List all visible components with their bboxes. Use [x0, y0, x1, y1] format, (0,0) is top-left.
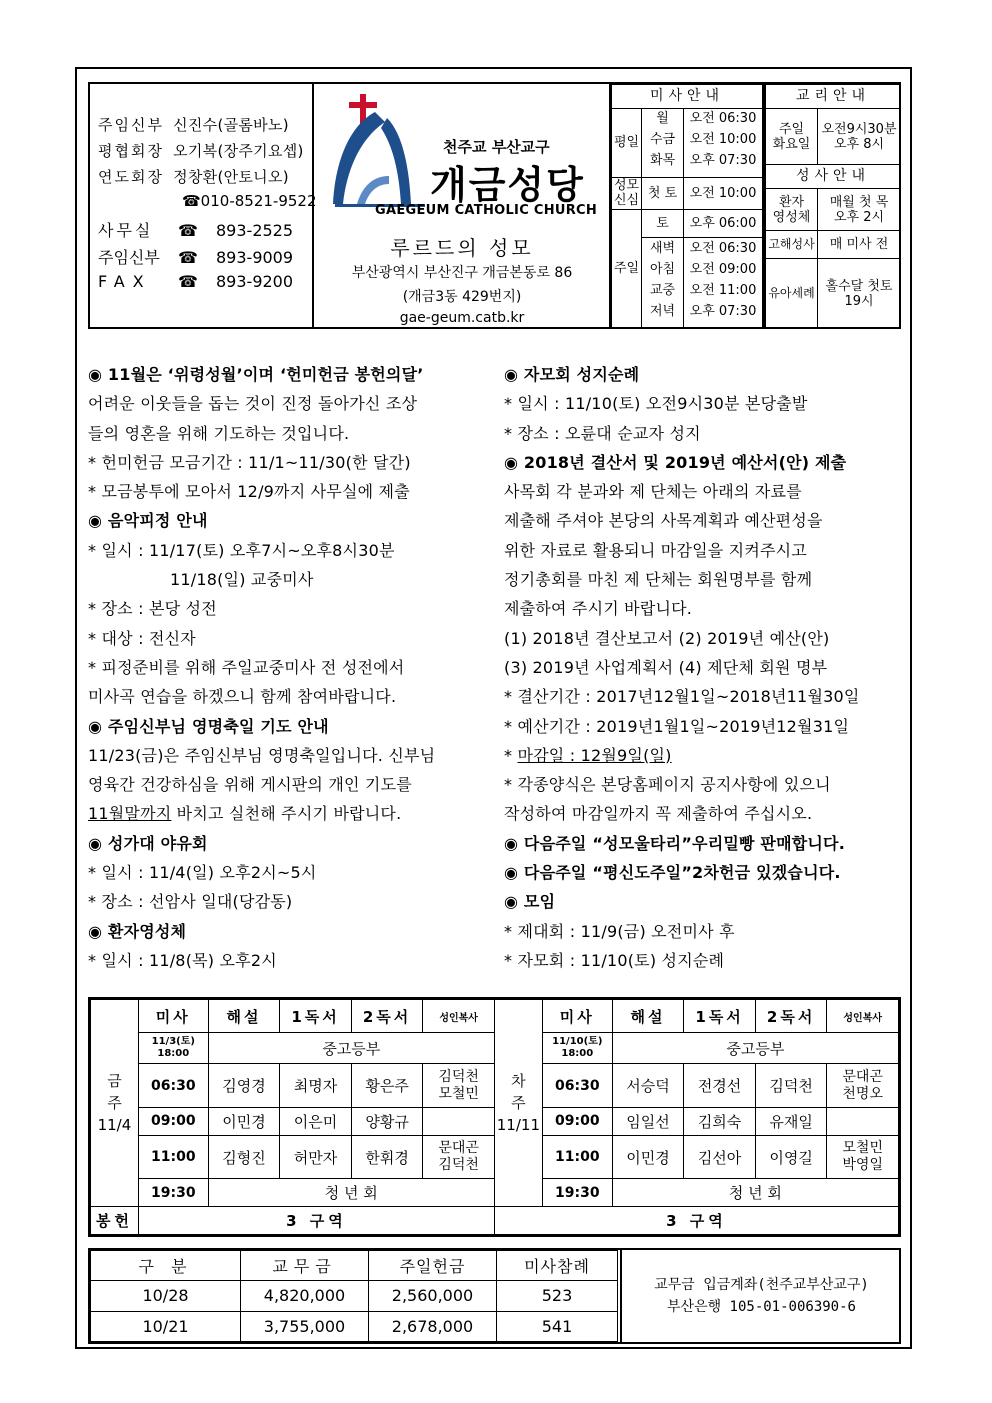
- altar-servers: 문대곤 김덕천: [423, 1135, 495, 1179]
- notice-line: 11/23(금)은 주임신부님 영명축일입니다. 신부님: [88, 745, 436, 765]
- catechism-sacrament-table: [765, 84, 901, 329]
- sacrament-communion-sick-time: 매월 첫 목 오후 2시: [818, 189, 901, 231]
- commentator: 임일선: [612, 1108, 684, 1136]
- sunday-times: 오전 06:30 오전 09:00 오전 11:00 오후 07:30: [684, 237, 763, 328]
- rota-header-server: 성인복사: [827, 1000, 899, 1033]
- notice-heading: ◉ 모임: [504, 892, 556, 912]
- mass-schedule-table: [611, 84, 763, 329]
- finance-attendance: 541: [497, 1311, 618, 1342]
- mass-time: 19:30: [542, 1179, 612, 1207]
- mobile-phone: ☎010-8521-9522: [182, 192, 317, 210]
- notice-line: * 결산기간 : 2017년12월1일~2018년11월30일: [504, 687, 860, 707]
- finance-header-tithe: 교무금: [241, 1251, 369, 1281]
- notice-heading: ◉ 자모회 성지순례: [504, 365, 640, 384]
- sunday-days: 새벽 아침 교중 저녁: [642, 237, 684, 328]
- notice-heading: ◉ 주임신부님 영명축일 기도 안내: [88, 716, 329, 736]
- sacrament-infant-baptism-time: 홀수달 첫토 19시: [818, 259, 901, 329]
- notice-line: * 장소 : 선암사 일대(당감동): [88, 892, 293, 912]
- commentator: 김형진: [208, 1135, 280, 1179]
- rota-header-mass: 미사: [542, 1000, 612, 1033]
- rota-header-server: 성인복사: [423, 1000, 495, 1033]
- notice-line: 정기총회를 마친 제 단체는 회원명부를 함께: [504, 570, 813, 590]
- altar-servers: 김덕천 모철민: [423, 1064, 495, 1108]
- table-row: [91, 1311, 618, 1342]
- reader-2: 이영길: [755, 1135, 827, 1179]
- notice-line: * 피정준비를 위해 주일교중미사 전 성전에서: [88, 657, 405, 677]
- liturgy-rota-table: [90, 999, 899, 1235]
- sacrament-confession: 고해성사: [766, 231, 818, 259]
- mass-time: 09:00: [542, 1108, 612, 1136]
- bulletin-header: [88, 82, 901, 329]
- notice-line: 11/18(일) 교중미사: [170, 570, 314, 590]
- notice-heading: ◉ 성가대 야유회: [88, 833, 208, 853]
- weekday-days: 월 수금 화목: [642, 109, 684, 178]
- altar-servers: 문대곤 천명오: [827, 1064, 899, 1108]
- reader-2: 유재일: [755, 1108, 827, 1136]
- notice-heading: ◉ 2018년 결산서 및 2019년 예산서(안) 제출: [504, 452, 847, 472]
- evening-group: 청 년 회: [612, 1179, 898, 1207]
- mass-time: 06:30: [542, 1064, 612, 1108]
- notice-line: * 일시 : 11/17(토) 오후7시~오후8시30분: [88, 540, 395, 560]
- diocese-name: 천주교 부산교구: [443, 138, 550, 156]
- reader-1: 허만자: [280, 1135, 352, 1179]
- notice-line: * 각종양식은 본당홈페이지 공지사항에 있으니: [504, 775, 831, 795]
- notice-line: * 일시 : 11/10(토) 오전9시30분 본당출발: [504, 394, 808, 414]
- altar-servers: 모철민 박영일: [827, 1135, 899, 1179]
- finance-table: [90, 1250, 618, 1342]
- devotion-label: 성모 신심: [612, 177, 642, 209]
- commentator: 이민경: [612, 1135, 684, 1179]
- notice-line: * 장소 : 본당 성전: [88, 599, 217, 619]
- notice-line: * 모금봉투에 모아서 12/9까지 사무실에 제출: [88, 482, 410, 502]
- account-title: 교무금 입금계좌(천주교부산교구): [654, 1277, 869, 1293]
- mass-time: 09:00: [138, 1108, 208, 1136]
- sacrament-infant-baptism: 유아세례: [766, 259, 818, 329]
- devotion-day: 첫 토: [642, 177, 684, 209]
- weekday-times: 오전 06:30 오전 10:00 오후 07:30: [684, 109, 763, 178]
- staff-pastor: 주임신부 신진수(골롬바노): [98, 116, 289, 134]
- church-logo-icon: [327, 92, 431, 210]
- mass-schedule-title: 미사안내: [612, 85, 763, 109]
- notice-heading: ◉ 환자영성체: [88, 921, 187, 941]
- saturday-group: 중고등부: [208, 1033, 494, 1064]
- notice-line: 위한 자료로 활용되니 마감일을 지켜주시고: [504, 540, 807, 560]
- reader-2: 한휘경: [351, 1135, 423, 1179]
- phone-icon: ☎: [178, 272, 198, 291]
- mass-time: 11:00: [138, 1135, 208, 1179]
- notices-right-column: [504, 360, 909, 975]
- commentator: 서승덕: [612, 1064, 684, 1108]
- notice-line: * 예산기간 : 2019년1월1일~2019년12월31일: [504, 716, 850, 736]
- catechism-days: 주일 화요일: [766, 109, 818, 165]
- this-week-label: 금 주 11/4: [91, 1000, 139, 1207]
- offering-label: 봉헌: [91, 1207, 139, 1235]
- finance-sunday: 2,678,000: [369, 1311, 497, 1342]
- catechism-times: 오전9시30분 오후 8시: [818, 109, 901, 165]
- notice-heading: ◉ 음악피정 안내: [88, 511, 208, 531]
- commentator: 이민경: [208, 1108, 280, 1136]
- notice-line: 11월말까지 바치고 실천해 주시기 바랍니다.: [88, 804, 402, 824]
- notice-line: 미사곡 연습을 하겠으니 함께 참여바랍니다.: [88, 687, 397, 707]
- patron-saint: 루르드의 성모: [390, 236, 534, 260]
- saturday-group: 중고등부: [612, 1033, 898, 1064]
- notice-heading: ◉ 다음주일 “평신도주일”2차헌금 있겠습니다.: [504, 863, 841, 883]
- church-address-old: (개금3동 429번지): [402, 289, 522, 305]
- sacrament-title: 성사안내: [766, 165, 901, 189]
- rota-header-reading1: 1독서: [684, 1000, 756, 1033]
- notice-line: * 제대회 : 11/9(금) 오전미사 후: [504, 921, 735, 941]
- notice-heading: ◉ 다음주일 “성모울타리”우리밀빵 판매합니다.: [504, 833, 845, 853]
- notice-heading: ◉ 11월은 ‘위령성월’이며 ‘헌미헌금 봉헌의달’: [88, 365, 424, 384]
- contact-office: 사무실 ☎ 893-2525: [98, 221, 294, 240]
- notice-line: * 일시 : 11/4(일) 오후2시~5시: [88, 863, 317, 883]
- reader-1: 김희숙: [684, 1108, 756, 1136]
- notice-line: 어려운 이웃들을 돕는 것이 진정 돌아가신 조상: [88, 394, 418, 414]
- reader-1: 전경선: [684, 1064, 756, 1108]
- notice-line: 영육간 건강하심을 위해 게시판의 개인 기도를: [88, 775, 412, 795]
- staff-council-president: 평협회장 오기복(장주기요셉): [98, 142, 304, 160]
- notice-line: * 헌미헌금 모금기간 : 11/1~11/30(한 달간): [88, 452, 411, 472]
- notice-line: (1) 2018년 결산보고서 (2) 2019년 예산(안): [504, 628, 830, 648]
- notice-line: 제출하여 주시기 바랍니다.: [504, 599, 693, 619]
- rota-header-mass: 미사: [138, 1000, 208, 1033]
- sacrament-confession-time: 매 미사 전: [818, 231, 901, 259]
- saturday-mass-time: 11/3(토) 18:00: [138, 1033, 208, 1064]
- notices-left-column: [88, 360, 488, 975]
- this-week-offering: 3 구역: [138, 1207, 494, 1235]
- devotion-time: 오전 10:00: [684, 177, 763, 209]
- reader-2: 김덕천: [755, 1064, 827, 1108]
- phone-icon: ☎: [178, 248, 198, 267]
- reader-1: 김선아: [684, 1135, 756, 1179]
- church-name: 개금성당: [430, 163, 585, 207]
- mass-time: 11:00: [542, 1135, 612, 1179]
- notice-line: * 일시 : 11/8(목) 오후2시: [88, 950, 277, 970]
- altar-servers: [423, 1108, 495, 1136]
- finance-tithe: 4,820,000: [241, 1281, 369, 1312]
- rota-header-reading2: 2독서: [755, 1000, 827, 1033]
- finance-summary: [88, 1248, 901, 1344]
- table-row: [91, 1281, 618, 1312]
- finance-tithe: 3,755,000: [241, 1311, 369, 1342]
- sunday-label: 주일: [612, 209, 642, 328]
- notice-line: (3) 2019년 사업계획서 (4) 제단체 회원 명부: [504, 657, 828, 677]
- notice-line: * 장소 : 오륜대 순교자 성지: [504, 423, 701, 443]
- mass-time: 06:30: [138, 1064, 208, 1108]
- reader-1: 최명자: [280, 1064, 352, 1108]
- saturday-time: 오후 06:00: [684, 209, 763, 237]
- contact-pastor: 주임신부 ☎ 893-9009: [98, 248, 294, 267]
- rota-header-reading1: 1독서: [280, 1000, 352, 1033]
- reader-1: 이은미: [280, 1108, 352, 1136]
- evening-group: 청 년 회: [208, 1179, 494, 1207]
- notice-line: * 자모회 : 11/10(토) 성지순례: [504, 950, 725, 970]
- staff-requiem-president: 연도회장 정창환(안토니오): [98, 168, 289, 186]
- weekday-label: 평일: [612, 109, 642, 178]
- altar-servers: [827, 1108, 899, 1136]
- reader-2: 양황규: [351, 1108, 423, 1136]
- account-number: 부산은행 105-01-006390-6: [667, 1299, 856, 1315]
- finance-date: 10/21: [91, 1311, 241, 1342]
- finance-header-sunday: 주일헌금: [369, 1251, 497, 1281]
- notice-line: * 대상 : 전신자: [88, 628, 196, 648]
- notice-line: 작성하여 마감일까지 꼭 제출하여 주십시오.: [504, 804, 813, 824]
- church-identity: [315, 84, 611, 327]
- reader-2: 황은주: [351, 1064, 423, 1108]
- liturgy-rota: [88, 997, 901, 1237]
- contact-fax: FAX ☎ 893-9200: [98, 272, 294, 291]
- rota-header-commentator: 해설: [208, 1000, 280, 1033]
- notice-line: 사목회 각 분과와 제 단체는 아래의 자료를: [504, 482, 802, 502]
- notice-line: * 마감일 : 12월9일(일): [504, 745, 672, 765]
- finance-header-attendance: 미사참례: [497, 1251, 618, 1281]
- phone-icon: ☎: [178, 221, 198, 240]
- staff-contacts: [90, 84, 317, 327]
- finance-sunday: 2,560,000: [369, 1281, 497, 1312]
- notice-line: 제출해 주셔야 본당의 사목계획과 예산편성을: [504, 511, 823, 531]
- mass-time: 19:30: [138, 1179, 208, 1207]
- finance-header-period: 구 분: [91, 1251, 241, 1281]
- next-week-offering: 3 구역: [494, 1207, 898, 1235]
- rota-header-commentator: 해설: [612, 1000, 684, 1033]
- rota-header-reading2: 2독서: [351, 1000, 423, 1033]
- notice-line: 들의 영혼을 위해 기도하는 것입니다.: [88, 423, 350, 443]
- commentator: 김영경: [208, 1064, 280, 1108]
- church-address: 부산광역시 부산진구 개금본동로 86: [351, 265, 573, 281]
- saturday-mass-time: 11/10(토) 18:00: [542, 1033, 612, 1064]
- finance-attendance: 523: [497, 1281, 618, 1312]
- church-website[interactable]: gae-geum.catb.kr: [399, 310, 525, 326]
- sacrament-communion-sick: 환자 영성체: [766, 189, 818, 231]
- bank-account-info: [620, 1250, 901, 1342]
- catechism-title: 교리안내: [766, 85, 901, 109]
- saturday-day: 토: [642, 209, 684, 237]
- next-week-label: 차 주 11/11: [494, 1000, 542, 1207]
- church-name-english: GAEGEUM CATHOLIC CHURCH: [375, 203, 598, 218]
- offering-row: [91, 1207, 899, 1235]
- finance-date: 10/28: [91, 1281, 241, 1312]
